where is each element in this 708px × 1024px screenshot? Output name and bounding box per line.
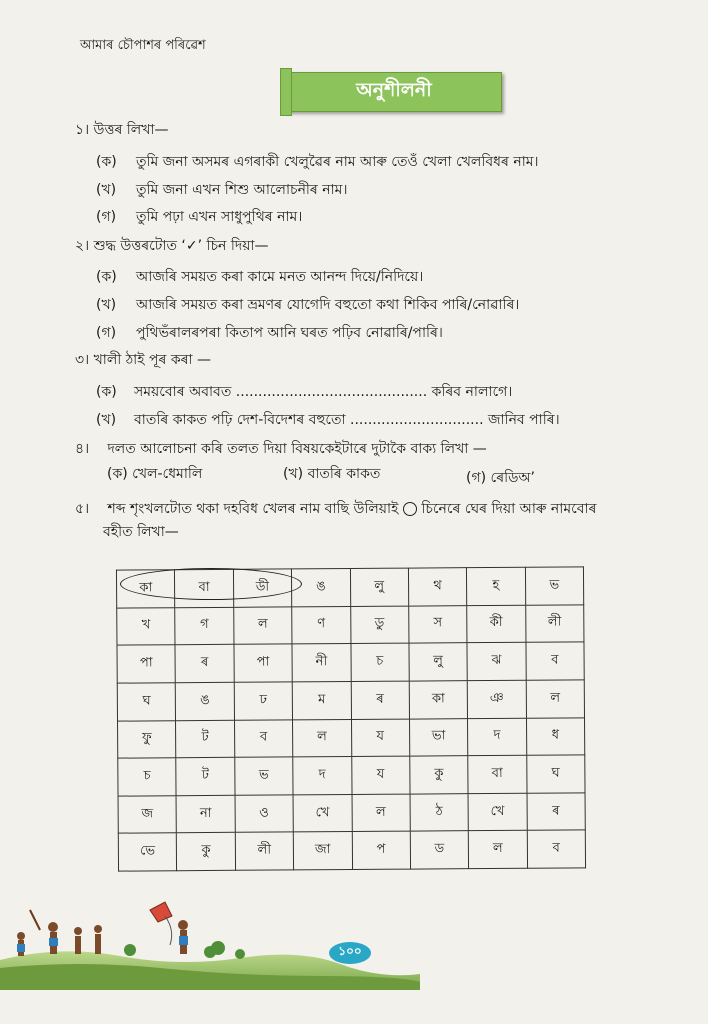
grid-cell: ডী (233, 569, 292, 607)
grid-row (118, 793, 585, 834)
question-3 (75, 348, 211, 372)
grid-cell: ট (176, 757, 235, 795)
grid-row (117, 680, 584, 721)
grid-cell: দ (293, 757, 352, 795)
question-number: ২। (75, 238, 90, 254)
question-number: ৪। (75, 441, 90, 457)
grid-cell: স (409, 605, 468, 643)
grid-cell: ভে (118, 833, 177, 871)
question-5-cont: বহীত লিখা— (103, 524, 179, 540)
grid-cell: চ (350, 643, 409, 681)
grid-cell: ট (176, 720, 235, 758)
question-5: ৫। শব্দ শৃংখলটোত থকা দহবিধ খেলৰ নাম বাছি উলিয়াই চিনেৰে ঘেৰ দিয়া আৰু নামবোৰ (75, 497, 596, 521)
q1-item-b: (খ) তুমি জনা এখন শিশু আলোচনীৰ নাম। (96, 182, 348, 198)
grid-cell: কু (410, 756, 469, 794)
question-title: উত্তৰ লিখা— (93, 122, 169, 138)
grid-cell: ৰ (527, 793, 586, 831)
question-title: দলত আলোচনা কৰি তলত দিয়া বিষয়কেইটাৰে দুটাকৈ বাক্য লিখা — (107, 441, 487, 457)
q3-item-a: (ক) সময়বোৰ অবাবত ........................................... কৰিব নালাগে। (96, 384, 513, 400)
grid-row (118, 830, 585, 871)
grid-cell: ব (526, 642, 585, 680)
grid-cell: না (176, 795, 235, 833)
grid-cell: ব (527, 830, 586, 868)
word-search-grid (116, 566, 586, 871)
grid-cell: কী (467, 605, 526, 643)
grid-cell: চ (118, 758, 177, 796)
grid-cell: গ (175, 607, 234, 645)
circle-icon (403, 502, 417, 516)
grid-cell: ল (293, 719, 352, 757)
example-circle-kabaddi (120, 568, 302, 600)
grid-row (117, 642, 584, 683)
banner-tab (280, 68, 292, 116)
grid-cell: ব (234, 719, 293, 757)
grid-cell: কা (409, 681, 468, 719)
grid-cell: ৰ (351, 681, 410, 719)
grid-cell: নী (292, 644, 351, 682)
grid-cell: ডু (350, 606, 409, 644)
running-header: আমাৰ চৌপাশৰ পৰিৱেশ (80, 38, 206, 53)
grid-cell: লী (235, 832, 294, 870)
question-2 (75, 234, 269, 258)
grid-cell: কু (177, 833, 236, 871)
grid-cell: ল (526, 680, 585, 718)
grid-cell: পা (117, 645, 176, 683)
grid-cell: পা (234, 644, 293, 682)
question-1 (75, 118, 169, 142)
question-4 (75, 437, 487, 461)
grid-cell: ঠ (410, 793, 469, 831)
page-number: ১০০ (329, 942, 371, 964)
children-playing-illustration (0, 890, 420, 990)
q2-item-a: (ক) আজৰি সময়ত কৰা কামে মনত আনন্দ দিয়ে/নিদিয়ে। (96, 269, 424, 285)
grid-cell: ও (235, 795, 294, 833)
grid-cell: য (351, 719, 410, 757)
grid-cell: ঘ (526, 755, 585, 793)
grid-row (117, 604, 584, 645)
grid-cell: ল (233, 607, 292, 645)
grid-cell: ঞ (467, 680, 526, 718)
grid-cell: ভ (525, 567, 584, 605)
grid-cell: কা (116, 570, 175, 608)
grid-cell: ঙ (176, 682, 235, 720)
exercise-banner (286, 72, 502, 112)
grid-cell: জ (118, 795, 177, 833)
q2-item-b: (খ) আজৰি সময়ত কৰা ভ্ৰমণৰ যোগেদি বহুতো কথা শিকিব পাৰি/নোৱাৰি। (96, 297, 520, 313)
grid-row (118, 717, 585, 758)
q4-option-c: (গ) ৰেডিঅ’ (466, 470, 535, 486)
grid-cell: লু (350, 568, 409, 606)
grid-cell: বা (175, 569, 234, 607)
grid-cell: খে (468, 793, 527, 831)
q4-option-a: (ক) খেল-ধেমালি (107, 466, 203, 482)
question-number: ৫। (75, 501, 90, 517)
grid-cell: ভ (234, 757, 293, 795)
grid-cell: লী (525, 604, 584, 642)
grid-cell: ফু (118, 720, 177, 758)
q4-option-b: (খ) বাতৰি কাকত (283, 466, 381, 482)
question-number: ১। (75, 122, 90, 138)
grid-row (118, 755, 585, 796)
grid-cell: ণ (292, 606, 351, 644)
q2-item-c: (গ) পুথিভঁৰালৰপৰা কিতাপ আনি ঘৰত পঢ়িব নোৱাৰি/পাৰি। (96, 325, 443, 341)
grid-cell: হ (467, 567, 526, 605)
grid-cell: ঘ (117, 683, 176, 721)
grid-cell: ধ (526, 717, 585, 755)
grid-cell: ভা (409, 718, 468, 756)
grid-cell: ল (352, 794, 411, 832)
grid-cell: ড (410, 831, 469, 869)
grid-cell: থ (408, 568, 467, 606)
grid-cell: ঝ (467, 643, 526, 681)
question-title: খালী ঠাই পূৰ কৰা — (93, 352, 212, 368)
grid-cell: প (352, 831, 411, 869)
banner-title: অনুশীলনী (286, 72, 502, 112)
grid-cell: লু (409, 643, 468, 681)
grid-cell: য (351, 756, 410, 794)
question-title: শুদ্ধ উত্তৰটোত ‘✓’ চিন দিয়া— (93, 238, 269, 254)
grid-cell: খ (117, 607, 176, 645)
q1-item-a: (ক) তুমি জনা অসমৰ এগৰাকী খেলুৱৈৰ নাম আৰু তেওঁ খেলা খেলবিধৰ নাম। (96, 154, 539, 170)
question-number: ৩। (75, 352, 90, 368)
grid-cell: ঙ (292, 569, 351, 607)
grid-cell: খে (293, 794, 352, 832)
grid-cell: ঢ (234, 682, 293, 720)
q1-item-c: (গ) তুমি পঢ়া এখন সাধুপুথিৰ নাম। (96, 209, 303, 225)
grid-cell: ৰ (175, 645, 234, 683)
grid-cell: দ (468, 718, 527, 756)
grid-cell: ল (468, 831, 527, 869)
grid-cell: জা (293, 832, 352, 870)
grid-cell: ম (292, 681, 351, 719)
q3-item-b: (খ) বাতৰি কাকত পঢ়ি দেশ-বিদেশৰ বহুতো .............................. জানিব পাৰি। (96, 412, 560, 428)
grid-cell: বা (468, 755, 527, 793)
